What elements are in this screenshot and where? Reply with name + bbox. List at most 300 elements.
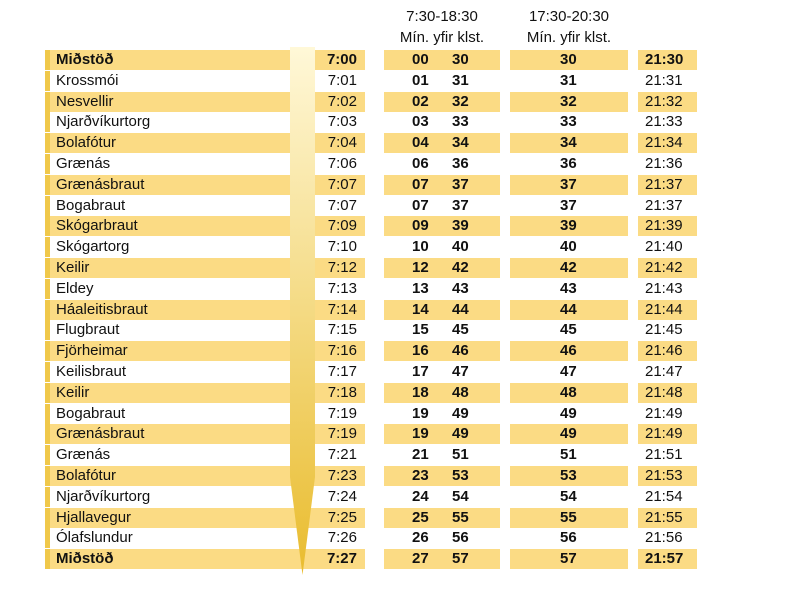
minute-past-hour-evening: 34 [560,134,577,152]
table-row [45,320,697,340]
table-row [45,133,697,153]
row-band-day [384,196,500,216]
row-marker [45,445,50,465]
minute-past-hour-1: 12 [412,259,429,276]
last-departure: 21:56 [645,529,683,547]
row-band-last [638,404,697,424]
row-marker [45,404,50,424]
minute-past-hour-evening: 36 [560,155,577,172]
row-band-stop [45,528,365,548]
row-band-day [384,466,500,486]
first-departure: 7:15 [327,321,357,339]
last-departure: 21:43 [645,279,683,297]
minute-past-hour-1: 03 [412,113,429,131]
row-band-day [384,320,500,340]
minute-past-hour-evening: 48 [560,383,577,401]
row-band-evening [510,112,628,132]
minute-past-hour-1: 15 [412,321,429,339]
row-marker [45,216,50,236]
row-band-day [384,112,500,132]
row-band-stop [45,300,365,320]
minute-past-hour-1: 27 [412,550,429,568]
row-marker [45,362,50,382]
header-subtitle-2: Mín. yfir klst. [526,29,612,46]
first-departure: 7:09 [327,217,357,235]
row-band-evening [510,154,628,174]
first-departure: 7:16 [327,342,357,360]
stop-name: Njarðvíkurtorg [56,113,151,131]
minute-past-hour-2: 48 [452,383,469,401]
row-band-last [638,508,697,528]
row-band-last [638,258,697,278]
last-departure: 21:51 [645,446,683,464]
last-departure: 21:40 [645,238,683,256]
row-marker [45,237,50,257]
row-marker [45,50,50,70]
last-departure: 21:39 [645,217,683,235]
minute-past-hour-evening: 37 [560,196,577,214]
row-band-evening [510,404,628,424]
last-departure: 21:47 [645,363,683,380]
last-departure: 21:55 [645,508,683,526]
minute-past-hour-evening: 40 [560,238,577,256]
minute-past-hour-2: 51 [452,446,469,464]
stop-name: Ólafslundur [56,529,133,547]
first-departure: 7:26 [327,529,357,547]
row-band-evening [510,424,628,444]
row-marker [45,279,50,299]
row-band-last [638,362,697,382]
row-band-stop [45,92,365,112]
direction-arrow-icon [290,47,315,575]
header-subtitle-1: Mín. yfir klst. [399,29,485,46]
row-marker [45,383,50,403]
row-band-stop [45,362,365,382]
row-band-evening [510,320,628,340]
row-band-stop [45,112,365,132]
table-row [45,466,697,486]
row-band-stop [45,445,365,465]
first-departure: 7:04 [327,134,357,152]
row-band-day [384,175,500,195]
row-band-last [638,71,697,91]
first-departure: 7:03 [327,113,357,131]
minute-past-hour-1: 02 [412,92,429,110]
first-departure: 7:01 [327,71,357,89]
minute-past-hour-1: 01 [412,71,429,89]
row-band-stop [45,466,365,486]
header-range-2: 17:30-20:30 [528,8,610,25]
row-band-evening [510,300,628,320]
minute-past-hour-1: 19 [412,425,429,443]
row-band-stop [45,508,365,528]
row-band-day [384,300,500,320]
table-row [45,528,697,548]
stop-name: Keilir [56,259,90,276]
row-band-last [638,341,697,361]
minute-past-hour-1: 13 [412,279,429,297]
stop-name: Eldey [56,279,94,297]
stop-name: Miðstöð [56,550,114,568]
row-band-stop [45,175,365,195]
first-departure: 7:21 [327,446,357,464]
row-band-evening [510,279,628,299]
minute-past-hour-2: 53 [452,467,469,484]
stop-name: Hjallavegur [56,508,132,526]
last-departure: 21:49 [645,404,683,422]
minute-past-hour-2: 43 [452,279,469,297]
minute-past-hour-evening: 43 [560,279,577,297]
minute-past-hour-evening: 30 [560,51,577,68]
row-band-day [384,487,500,507]
minute-past-hour-1: 10 [412,238,429,256]
last-departure: 21:44 [645,300,683,318]
row-band-last [638,133,697,153]
row-band-evening [510,445,628,465]
row-band-evening [510,216,628,236]
stop-name: Háaleitisbraut [56,300,148,318]
last-departure: 21:53 [645,467,683,484]
row-band-evening [510,341,628,361]
row-marker [45,154,50,174]
first-departure: 7:07 [327,175,357,193]
stop-name: Keilir [56,383,90,401]
stop-name: Grænásbraut [56,175,145,193]
row-band-last [638,237,697,257]
minute-past-hour-evening: 33 [560,113,577,131]
row-band-last [638,175,697,195]
table-row [45,216,697,236]
minute-past-hour-1: 17 [412,363,429,380]
row-band-last [638,383,697,403]
first-departure: 7:17 [327,363,357,380]
minute-past-hour-evening: 44 [560,300,577,318]
table-row [45,445,697,465]
first-departure: 7:23 [327,467,357,484]
stop-name: Bogabraut [56,404,126,422]
last-departure: 21:49 [645,425,683,443]
table-row [45,508,697,528]
row-band-stop [45,383,365,403]
row-band-last [638,487,697,507]
minute-past-hour-2: 34 [452,134,469,152]
row-band-last [638,50,697,70]
minute-past-hour-2: 31 [452,71,469,89]
minute-past-hour-1: 25 [412,508,429,526]
row-band-last [638,466,697,486]
minute-past-hour-2: 44 [452,300,469,318]
stop-name: Bolafótur [56,134,117,152]
stop-name: Skógarbraut [56,217,138,235]
last-departure: 21:34 [645,134,683,152]
row-marker [45,112,50,132]
minute-past-hour-2: 40 [452,238,469,256]
minute-past-hour-2: 37 [452,196,469,214]
last-departure: 21:57 [645,550,684,568]
row-band-stop [45,404,365,424]
table-row [45,279,697,299]
table-row [45,487,697,507]
stop-name: Miðstöð [56,51,114,68]
row-marker [45,466,50,486]
row-band-last [638,216,697,236]
minute-past-hour-1: 19 [412,404,429,422]
first-departure: 7:00 [326,51,357,68]
stop-name: Skógartorg [56,238,130,256]
first-departure: 7:07 [327,196,357,214]
first-departure: 7:13 [327,279,357,297]
minute-past-hour-evening: 51 [560,446,577,464]
minute-past-hour-1: 21 [412,446,429,464]
last-departure: 21:36 [645,155,683,172]
minute-past-hour-evening: 37 [560,175,577,193]
minute-past-hour-2: 45 [452,321,469,339]
row-marker [45,341,50,361]
minute-past-hour-1: 04 [412,134,429,152]
minute-past-hour-evening: 49 [560,425,577,443]
row-band-last [638,424,697,444]
row-band-stop [45,424,365,444]
row-band-day [384,279,500,299]
minute-past-hour-1: 26 [412,529,429,547]
stop-name: Keilisbraut [56,363,127,380]
minute-past-hour-2: 54 [452,487,469,505]
table-row [45,154,697,174]
row-marker [45,133,50,153]
row-band-last [638,154,697,174]
row-marker [45,71,50,91]
minute-past-hour-evening: 31 [560,71,577,89]
table-row [45,258,697,278]
row-marker [45,528,50,548]
last-departure: 21:42 [645,259,683,276]
first-departure: 7:02 [327,92,357,110]
row-band-last [638,445,697,465]
minute-past-hour-1: 14 [412,300,429,318]
stop-name: Bolafótur [56,467,117,484]
row-band-evening [510,175,628,195]
row-band-evening [510,258,628,278]
row-marker [45,258,50,278]
row-band-day [384,424,500,444]
row-band-evening [510,528,628,548]
last-departure: 21:32 [645,92,683,110]
row-band-evening [510,50,628,70]
minute-past-hour-2: 36 [452,155,469,172]
first-departure: 7:19 [327,404,357,422]
row-band-evening [510,92,628,112]
minute-past-hour-1: 23 [412,467,429,484]
minute-past-hour-evening: 45 [560,321,577,339]
row-band-evening [510,133,628,153]
table-row [45,175,697,195]
minute-past-hour-2: 55 [452,508,469,526]
row-band-day [384,549,500,569]
row-band-day [384,50,500,70]
table-row [45,196,697,216]
row-band-last [638,112,697,132]
last-departure: 21:45 [645,321,683,339]
row-band-day [384,237,500,257]
row-marker [45,549,50,569]
minute-past-hour-evening: 46 [560,342,577,360]
minute-past-hour-2: 37 [452,175,469,193]
minute-past-hour-1: 07 [412,175,429,193]
last-departure: 21:30 [645,51,684,68]
first-departure: 7:06 [327,155,357,172]
row-marker [45,508,50,528]
row-band-day [384,508,500,528]
last-departure: 21:31 [645,71,683,89]
row-band-evening [510,383,628,403]
minute-past-hour-2: 33 [452,113,469,131]
stop-name: Bogabraut [56,196,126,214]
row-band-stop [45,258,365,278]
minute-past-hour-evening: 56 [560,529,577,547]
stop-name: Grænás [56,155,111,172]
row-band-evening [510,508,628,528]
row-band-day [384,92,500,112]
minute-past-hour-evening: 47 [560,363,577,380]
minute-past-hour-2: 47 [452,363,469,380]
row-band-last [638,549,697,569]
stop-name: Grænás [56,446,111,464]
row-band-day [384,133,500,153]
first-departure: 7:19 [327,425,357,443]
table-row [45,71,697,91]
row-band-last [638,196,697,216]
row-band-last [638,528,697,548]
minute-past-hour-evening: 53 [560,467,577,484]
row-band-stop [45,154,365,174]
row-band-day [384,154,500,174]
row-marker [45,92,50,112]
table-row [45,92,697,112]
table-row [45,341,697,361]
row-band-last [638,320,697,340]
row-band-last [638,300,697,320]
table-row [45,362,697,382]
table-row [45,424,697,444]
stop-name: Fjörheimar [56,342,128,360]
minute-past-hour-1: 09 [412,217,429,235]
last-departure: 21:54 [645,487,683,505]
row-band-day [384,528,500,548]
row-band-evening [510,549,628,569]
minute-past-hour-evening: 49 [560,404,577,422]
first-departure: 7:24 [327,487,357,505]
table-row [45,549,697,569]
row-band-day [384,216,500,236]
row-band-evening [510,237,628,257]
minute-past-hour-evening: 54 [560,487,577,505]
table-row [45,50,697,70]
row-marker [45,175,50,195]
minute-past-hour-1: 24 [412,487,429,505]
row-marker [45,300,50,320]
row-marker [45,320,50,340]
stop-name: Flugbraut [56,321,120,339]
first-departure: 7:10 [327,238,357,256]
row-marker [45,424,50,444]
first-departure: 7:25 [327,508,357,526]
last-departure: 21:37 [645,196,683,214]
minute-past-hour-1: 16 [412,342,429,360]
row-marker [45,196,50,216]
row-band-last [638,92,697,112]
minute-past-hour-1: 00 [412,51,429,68]
last-departure: 21:48 [645,383,683,401]
last-departure: 21:46 [645,342,683,360]
table-row [45,237,697,257]
row-band-evening [510,487,628,507]
minute-past-hour-evening: 55 [560,508,577,526]
minute-past-hour-1: 18 [412,383,429,401]
first-departure: 7:18 [327,383,357,401]
stop-name: Nesvellir [56,92,114,110]
row-band-evening [510,362,628,382]
row-band-stop [45,341,365,361]
row-band-evening [510,196,628,216]
row-band-stop [45,50,365,70]
stop-name: Grænásbraut [56,425,145,443]
first-departure: 7:27 [326,550,357,568]
row-band-stop [45,320,365,340]
minute-past-hour-2: 56 [452,529,469,547]
row-band-day [384,362,500,382]
minute-past-hour-evening: 39 [560,217,577,235]
minute-past-hour-2: 57 [452,550,469,568]
minute-past-hour-2: 49 [452,425,469,443]
first-departure: 7:14 [327,300,357,318]
row-band-day [384,258,500,278]
row-band-stop [45,216,365,236]
row-band-day [384,71,500,91]
minute-past-hour-2: 42 [452,259,469,276]
row-band-stop [45,133,365,153]
minute-past-hour-2: 39 [452,217,469,235]
last-departure: 21:33 [645,113,683,131]
minute-past-hour-evening: 32 [560,92,577,110]
stop-name: Krossmói [56,71,119,89]
minute-past-hour-1: 07 [412,196,429,214]
table-row [45,383,697,403]
row-band-last [638,279,697,299]
row-band-evening [510,71,628,91]
row-band-stop [45,279,365,299]
stop-name: Njarðvíkurtorg [56,487,151,505]
last-departure: 21:37 [645,175,683,193]
row-band-day [384,445,500,465]
row-band-evening [510,466,628,486]
row-band-stop [45,487,365,507]
minute-past-hour-evening: 42 [560,259,577,276]
table-row [45,300,697,320]
row-band-stop [45,196,365,216]
row-band-stop [45,549,365,569]
minute-past-hour-2: 46 [452,342,469,360]
row-marker [45,487,50,507]
row-band-day [384,404,500,424]
minute-past-hour-2: 32 [452,92,469,110]
table-row [45,404,697,424]
table-row [45,112,697,132]
row-band-stop [45,237,365,257]
header-range-1: 7:30-18:30 [406,8,478,25]
minute-past-hour-evening: 57 [560,550,577,568]
first-departure: 7:12 [327,259,357,276]
minute-past-hour-1: 06 [412,155,429,172]
